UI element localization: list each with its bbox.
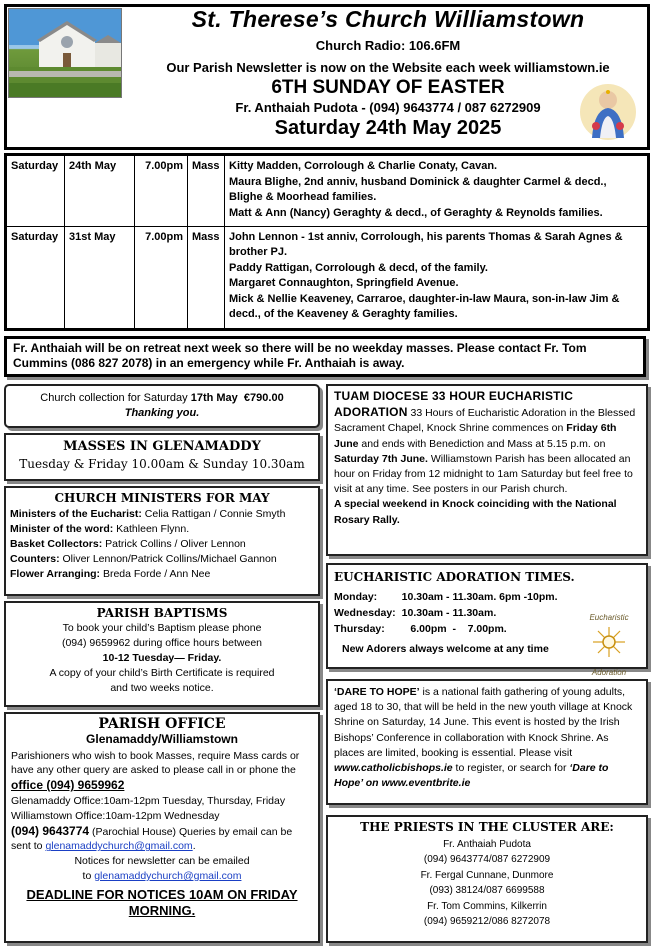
mass-type: Mass bbox=[188, 226, 225, 329]
collection-date: 17th May bbox=[190, 392, 238, 404]
minister-row: Counters: Oliver Lennon/Patrick Collins/Michael Gannon bbox=[10, 553, 277, 565]
church-photo bbox=[8, 8, 122, 98]
will-hours: Williamstown Office:10am-12pm Wednesday bbox=[11, 809, 220, 822]
minister-row: Basket Collectors: Patrick Collins / Oliver Lennon bbox=[10, 538, 246, 550]
minister-row: Ministers of the Eucharist: Celia Rattigan / Connie Smyth bbox=[10, 508, 286, 520]
intention: Kitty Madden, Corrolough & Charlie Conaty, Cavan. bbox=[229, 160, 498, 172]
website-note: Our Parish Newsletter is now on the Website each week williamstown.ie bbox=[166, 60, 610, 75]
dare-title: ‘DARE TO HOPE’ bbox=[334, 686, 420, 698]
baptisms-line: To book your child’s Baptism please phone bbox=[62, 622, 262, 634]
house-phone: (094) 9643774 bbox=[11, 823, 90, 838]
masses-glenamaddy-times: Tuesday & Friday 10.00am & Sunday 10.30am bbox=[19, 457, 305, 471]
intention: Maura Blighe, 2nd anniv, husband Dominick & daughter Carmel & decd., Blighe & Moorhead families. bbox=[229, 175, 607, 203]
mass-date: 24th May bbox=[65, 155, 135, 227]
priest-line: Fr. Tom Commins, Kilkerrin bbox=[427, 900, 547, 912]
intention: Mick & Nellie Keaveney, Carraroe, daughter-in-law Maura, son-in-law Jim & decd., of the Keaveney & Geraghty families. bbox=[229, 292, 620, 321]
table-row bbox=[6, 226, 649, 329]
parish-office-box bbox=[4, 712, 320, 943]
collection-amount: €790.00 bbox=[243, 392, 284, 404]
collection-thanks: Thanking you. bbox=[124, 407, 200, 419]
eventbrite-search: ‘Dare to Hope’ on www.eventbrite.ie bbox=[334, 762, 609, 790]
office-title: PARISH OFFICE bbox=[98, 716, 226, 732]
email-link[interactable]: glenamaddychurch@gmail.com bbox=[45, 840, 193, 853]
tuam-special: A special weekend in Knock coinciding with the National Rosary Rally. bbox=[334, 498, 617, 526]
page-title: St. Therese’s Church Williamstown bbox=[191, 6, 585, 32]
mass-day: Saturday bbox=[6, 226, 65, 329]
tuam-title: TUAM DIOCESE 33 HOUR EUCHARISTIC ADORATION bbox=[334, 389, 574, 420]
liturgical-sunday: 6TH SUNDAY OF EASTER bbox=[271, 77, 505, 98]
mass-day: Saturday bbox=[6, 155, 65, 227]
ministers-title: CHURCH MINISTERS FOR MAY bbox=[54, 491, 270, 505]
adoration-times-box bbox=[326, 563, 648, 677]
intention: Margaret Connaughton, Springfield Avenue. bbox=[229, 277, 459, 290]
priest-line: Fr. Fergal Cunnane, Dunmore bbox=[420, 869, 554, 881]
baptisms-line: (094) 9659962 during office hours between bbox=[61, 637, 263, 649]
intention: John Lennon - 1st anniv, Corrolough, his parents Thomas & Sarah Agnes & brother PJ. bbox=[229, 230, 623, 259]
intention: Matt & Ann (Nancy) Geraghty & decd., of Geraghty & Reynolds families. bbox=[229, 206, 603, 219]
masses-glenamaddy-title: MASSES IN GLENAMADDY bbox=[63, 439, 261, 454]
newsletter-date: Saturday 24th May 2025 bbox=[274, 117, 502, 139]
mass-intentions bbox=[225, 226, 649, 329]
notices-email-link[interactable]: glenamaddychurch@gmail.com bbox=[94, 869, 242, 882]
table-row bbox=[6, 155, 649, 227]
priest-line: (093) 38124/087 6699588 bbox=[429, 885, 545, 896]
deadline-notice: DEADLINE FOR NOTICES 10AM ON FRIDAY MORNING. bbox=[26, 886, 298, 918]
masses-glenamaddy-box bbox=[4, 433, 320, 481]
glen-hours: Glenamaddy Office:10am-12pm Tuesday, Thursday, Friday bbox=[11, 794, 286, 807]
minister-row: Flower Arranging: Breda Forde / Ann Nee bbox=[10, 568, 211, 580]
mass-time: 7.00pm bbox=[135, 155, 188, 227]
ministers-box bbox=[4, 486, 320, 596]
office-subtitle: Glenamaddy/Williamstown bbox=[86, 731, 238, 746]
mass-intentions bbox=[225, 155, 649, 227]
priest-line: Fr. Anthaiah Pudota bbox=[443, 838, 531, 850]
priests-cluster-box bbox=[326, 815, 648, 943]
notices-line: Notices for newsletter can be emailed bbox=[74, 855, 250, 868]
collection-line bbox=[6, 391, 318, 406]
notices-email-line: to glenamaddychurch@gmail.com bbox=[82, 869, 242, 882]
monstrance-icon bbox=[589, 626, 629, 658]
baptisms-box bbox=[4, 601, 320, 707]
priest-contact: Fr. Anthaiah Pudota - (094) 9643774 / 087 6272909 bbox=[235, 100, 541, 115]
mass-time: 7.00pm bbox=[135, 226, 188, 329]
dare-to-hope-box: ‘DARE TO HOPE’ is a national faith gathering of young adults, aged 18 to 30, that will be held in the new youth village at Knock Shrine on Saturday, 14 June. This event is hosted by the Irish Bishops’ Conference in collaboration with Knock Shrine. As places are limited, booking is essential. Please visit www.catholicbishops.ie to register, or search for ‘Dare to Hope’ on www.eventbrite.ie bbox=[326, 679, 648, 805]
baptisms-line: 10-12 Tuesday— Friday. bbox=[102, 652, 222, 664]
mass-type: Mass bbox=[188, 155, 225, 227]
collection-prefix: Church collection for Saturday bbox=[40, 392, 191, 404]
office-phone: office (094) 9659962 bbox=[11, 778, 125, 793]
baptisms-title: PARISH BAPTISMS bbox=[96, 606, 228, 620]
house-line: (094) 9643774 (Parochial House) Queries by email can be sent to glenamaddychurch@gmail.com. bbox=[11, 823, 293, 853]
adoration-welcome: New Adorers always welcome at any time bbox=[342, 643, 549, 655]
minister-row: Minister of the word: Kathleen Flynn. bbox=[10, 523, 190, 535]
priest-line: (094) 9643774/087 6272909 bbox=[423, 854, 551, 865]
madonna-image bbox=[578, 82, 638, 142]
retreat-notice: Fr. Anthaiah will be on retreat next week so there will be no weekday masses. Please contact Fr. Tom Cummins (086 827 2078) in an emergency while Fr. Anthaiah is away. bbox=[4, 336, 646, 377]
mass-date: 31st May bbox=[65, 226, 135, 329]
priest-line: (094) 9659212/086 8272078 bbox=[423, 916, 551, 927]
priests-title: THE PRIESTS IN THE CLUSTER ARE: bbox=[360, 820, 614, 834]
tuam-adoration-box: TUAM DIOCESE 33 HOUR EUCHARISTIC ADORATION 33 Hours of Eucharistic Adoration in the Blessed Sacrament Chapel, Knock Shrine commences on Friday 6th June and ends with Benediction and Mass at 5.15 p.m. on Saturday 7th June. Williamstown Parish has been allocated an hour on Friday from 12 midnight to 1am Saturday but feel free to visit at any time. See posters in our Parish church. A special weekend in Knock coinciding with the National Rosary Rally. bbox=[326, 384, 648, 556]
mass-intentions-table bbox=[4, 153, 650, 331]
church-radio: Church Radio: 106.6FM bbox=[315, 38, 461, 53]
table-row: Thursday: 6.00pm - 7.00pm. bbox=[334, 623, 507, 635]
baptisms-line: A copy of your child’s Birth Certificate is required bbox=[49, 667, 275, 679]
table-row: Wednesday: 10.30am - 11.30am. bbox=[334, 607, 497, 619]
baptisms-line: and two weeks notice. bbox=[110, 682, 214, 694]
catholicbishops-link[interactable]: www.catholicbishops.ie bbox=[334, 762, 453, 775]
adoration-table bbox=[334, 589, 564, 637]
office-intro: Parishioners who wish to book Masses, require Mass cards or have any other query are asked to please call in or phone the office (094) 9659962 bbox=[11, 749, 300, 793]
collection-box bbox=[4, 384, 320, 428]
eucharistic-adoration-logo: Eucharistic Adoration bbox=[589, 613, 629, 677]
table-row: Monday: 10.30am - 11.30am. 6pm -10pm. bbox=[334, 591, 558, 603]
intention: Paddy Rattigan, Corrolough & decd, of the family. bbox=[229, 261, 488, 274]
adoration-title: EUCHARISTIC ADORATION TIMES. bbox=[334, 570, 575, 584]
